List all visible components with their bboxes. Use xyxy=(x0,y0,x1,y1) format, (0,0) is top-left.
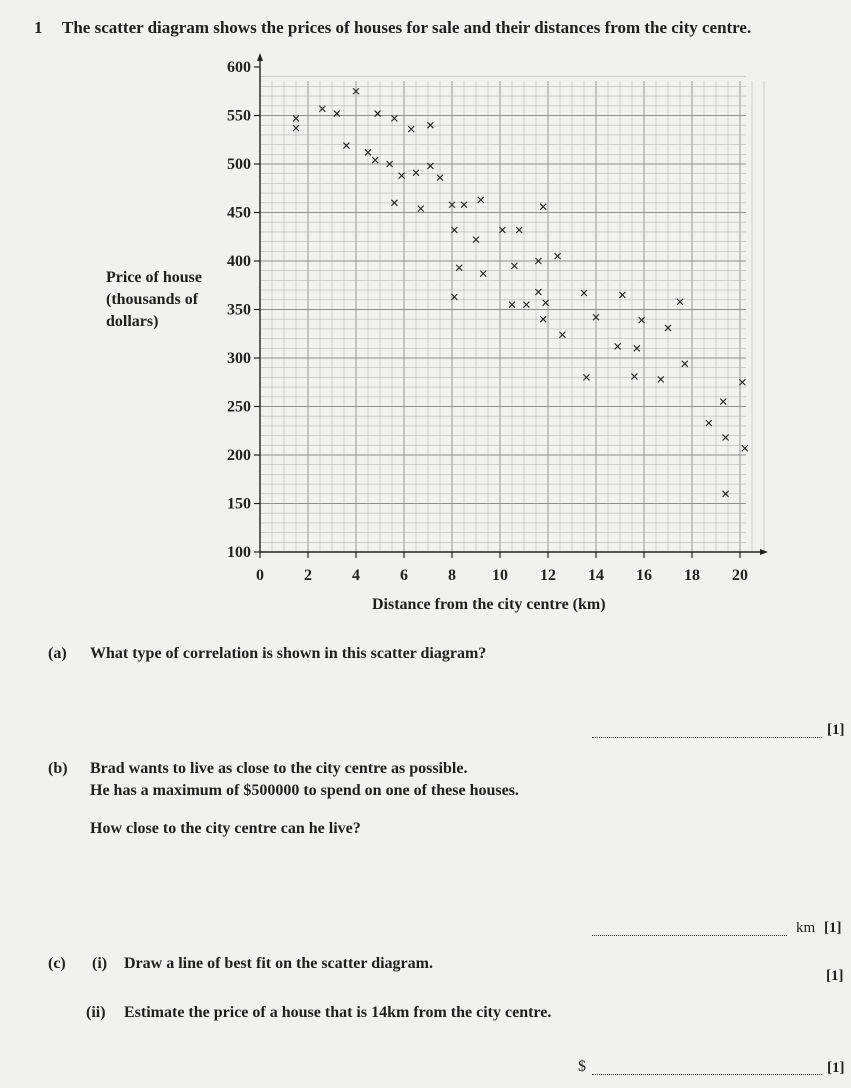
y-tick-label: 550 xyxy=(227,107,251,125)
part-c-ii-label: (ii) xyxy=(86,1004,106,1021)
data-point xyxy=(540,204,546,210)
part-a-mark: [1] xyxy=(827,722,845,738)
y-tick-label: 250 xyxy=(227,398,251,416)
data-point xyxy=(372,157,378,163)
y-tick-label: 350 xyxy=(227,301,251,319)
y-tick-label: 450 xyxy=(227,204,251,222)
data-point xyxy=(478,197,484,203)
y-tick-label: 100 xyxy=(227,544,251,561)
y-axis-label-line-1: Price of house xyxy=(106,269,202,286)
data-point xyxy=(523,302,529,308)
x-tick-label: 8 xyxy=(448,567,456,584)
x-tick-label: 4 xyxy=(352,567,360,584)
x-tick-label: 16 xyxy=(636,567,652,584)
chart-grid xyxy=(260,77,764,552)
data-point xyxy=(682,361,688,367)
x-tick-label: 20 xyxy=(732,567,748,584)
x-tick-label: 2 xyxy=(304,567,312,584)
data-point xyxy=(619,292,625,298)
part-b-unit: km xyxy=(796,920,816,936)
part-a-label: (a) xyxy=(48,645,67,662)
question-number: 1 xyxy=(34,18,43,37)
x-tick-label: 12 xyxy=(540,567,556,584)
part-c-ii-mark: [1] xyxy=(827,1060,845,1076)
data-point xyxy=(418,206,424,212)
part-b-answer-line[interactable] xyxy=(592,935,787,936)
data-point xyxy=(480,271,486,277)
part-c-i-mark: [1] xyxy=(826,968,844,984)
y-tick-label: 400 xyxy=(227,253,251,270)
data-point xyxy=(720,399,726,405)
part-c-label: (c) xyxy=(48,955,66,972)
part-b-line-1: Brad wants to live as close to the city centre as possible. xyxy=(90,760,468,777)
part-c-ii-text: Estimate the price of a house that is 14km from the city centre. xyxy=(124,1004,552,1021)
x-tick-label: 0 xyxy=(256,567,264,584)
part-b-question: How close to the city centre can he live? xyxy=(90,820,361,837)
part-b-line-2: He has a maximum of $500000 to spend on one of these houses. xyxy=(90,782,519,799)
part-a-answer-line[interactable] xyxy=(592,737,822,738)
y-axis-arrow-icon xyxy=(257,53,263,61)
part-a-question: What type of correlation is shown in this scatter diagram? xyxy=(90,645,487,662)
y-axis-label-line-2: (thousands of xyxy=(106,291,199,308)
y-tick-label: 300 xyxy=(227,350,251,367)
y-tick-label: 150 xyxy=(227,495,251,513)
data-point xyxy=(742,445,748,451)
question-intro: The scatter diagram shows the prices of houses for sale and their distances from the city centre. xyxy=(62,18,752,37)
data-point xyxy=(408,126,414,132)
y-tick-label: 200 xyxy=(227,447,251,464)
data-point xyxy=(456,265,462,271)
x-axis-label: Distance from the city centre (km) xyxy=(372,596,606,613)
x-tick-label: 14 xyxy=(588,567,604,584)
chart-ticks xyxy=(227,59,748,584)
part-c-ii-currency: $ xyxy=(578,1058,586,1075)
part-c-i-label: (i) xyxy=(92,955,108,972)
data-point xyxy=(559,332,565,338)
x-tick-label: 10 xyxy=(492,567,508,584)
part-c-ii-answer-line[interactable] xyxy=(592,1074,822,1075)
part-b-label: (b) xyxy=(48,760,68,777)
x-tick-label: 18 xyxy=(684,567,700,584)
x-tick-label: 6 xyxy=(400,567,408,584)
y-axis-label-line-3: dollars) xyxy=(106,313,159,330)
y-tick-label: 500 xyxy=(227,156,251,173)
y-tick-label: 600 xyxy=(227,59,251,76)
data-point xyxy=(631,373,637,379)
part-b-mark: [1] xyxy=(824,920,842,936)
data-point xyxy=(555,253,561,259)
data-point xyxy=(706,420,712,426)
part-c-i-text: Draw a line of best fit on the scatter diagram. xyxy=(124,955,433,972)
